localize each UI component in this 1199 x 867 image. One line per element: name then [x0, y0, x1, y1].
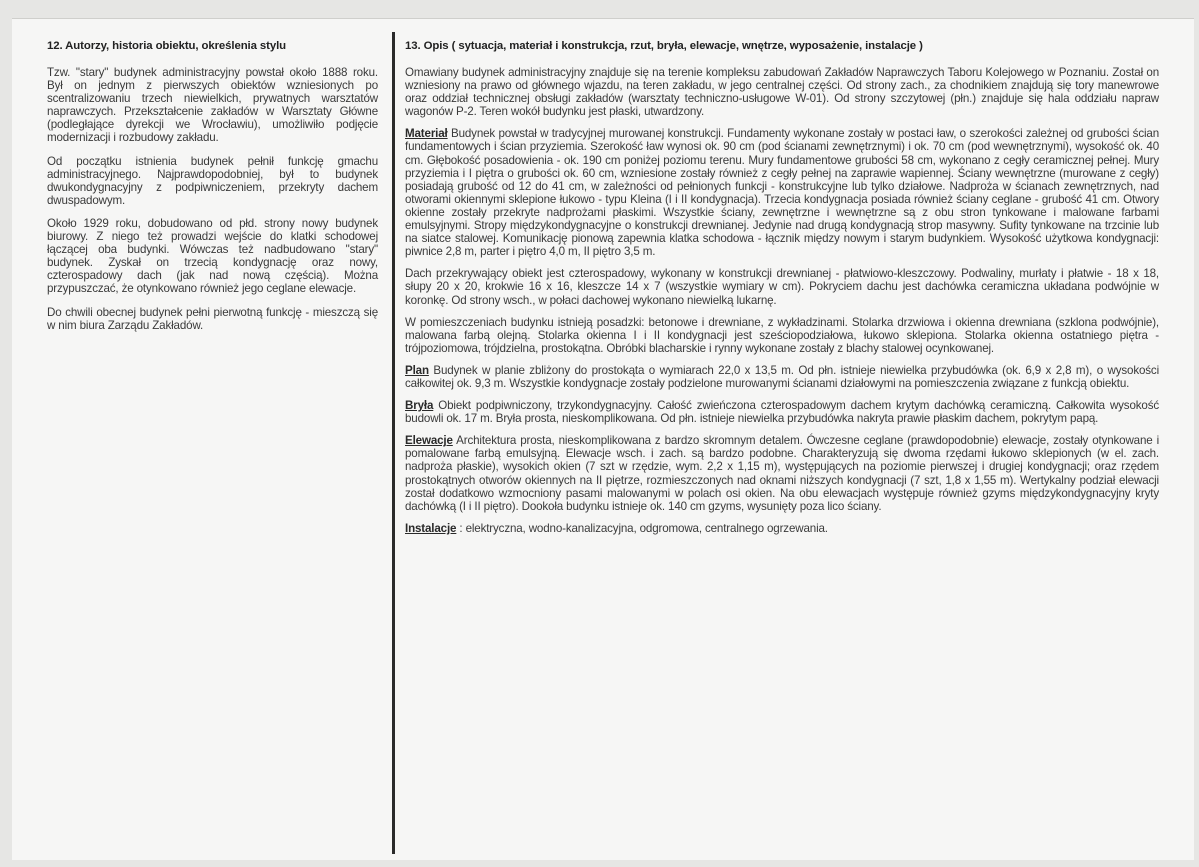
left-column [47, 40, 378, 342]
column-divider [392, 32, 395, 854]
bryla-paragraph [405, 399, 1159, 425]
elewacje-label: Elewacje [405, 434, 453, 448]
instalacje-paragraph [405, 522, 1159, 535]
material-paragraph [405, 127, 1159, 258]
section-13-heading: 13. Opis ( sytuacja, materiał i konstrukcja, rzut, bryła, elewacje, wnętrze, wyposażenie, instalacje ) [405, 40, 923, 52]
right-column [405, 40, 1159, 544]
description-intro: Omawiany budynek administracyjny znajduje się na terenie kompleksu zabudowań Zakładów Naprawczych Taboru Kolejowego w Poznaniu. Został on wzniesiony na prawo od głównego wjazdu, na teren zakładu, w jego centralnej części. Od strony zach., za chodnikiem znajdują się tory manewrowe oraz oddział technicznej obsługi zakładów (warsztaty techniczno-usługowe W-01). Od strony szczytowej (płn.) znajduje się hala oddziału napraw wagonów P-2. Teren wokół budynku jest płaski, utwardzony. [405, 66, 1159, 119]
history-paragraph-2: Od początku istnienia budynek pełnił funkcję gmachu administracyjnego. Najprawdopodobniej, był to budynek dwukondygnacyjny z podpiwniczeniem, przekryty dachem dwuspadowym. [47, 154, 378, 207]
plan-text: Budynek w planie zbliżony do prostokąta o wymiarach 22,0 x 13,5 m. Od płn. istnieje niewielka przybudówka (ok. 6,9 x 2,8 m), o wysokości całkowitej ok. 9,3 m. Wszystkie kondygnacje zostały podzielone murowanymi ścianami działowymi na pomieszczenia związane z funkcją obiektu. [405, 363, 1159, 390]
history-paragraph-1: Tzw. "stary" budynek administracyjny powstał około 1888 roku. Był on jednym z pierwszych obiektów wzniesionych po scentralizowaniu trzech niewielkich, prywatnych warsztatów naprawczych. Przekształcenie zakładów w Warsztaty Główne (podległające dyrekcji we Wrocławiu), umożliwiło podjęcie modernizacji i rozbudowy zakładu. [47, 66, 378, 145]
instalacje-label: Instalacje [405, 521, 457, 535]
plan-paragraph [405, 364, 1159, 390]
interior-paragraph: W pomieszczeniach budynku istnieją posadzki: betonowe i drewniane, z wykładzinami. Stolarka drzwiowa i okienna drewniana (szklona podwójnie), malowana farbą olejną. Stolarka okienna I i II kondygnacji jest sześciopodziałowa, łukowo sklepiona. Stolarka okienna ostatniego piętra - trójpoziomowa, trójdzielna, prostokątna. Obróbki blacharskie i rynny wykonane zostały z blachy stalowej ocynkowanej. [405, 315, 1159, 355]
material-label: Materiał [405, 127, 448, 141]
elewacje-text: Architektura prosta, nieskomplikowana z bardzo skromnym detalem. Ówczesne ceglane (prawdopodobnie) elewacje, zostały otynkowane i pomalowane farbą emulsyjną. Elewacje wsch. i zach. są bardzo podobne. Charakteryzują się dwoma rzędami łukowo sklepionych (w el. zach. nadproża płaskie), wysokich okien (7 szt w rzędzie, wym. 2,2 x 1,15 m), występujących na poziomie pierwszej i drugiej kondygnacji; oraz rzędem prostokątnych otworów okiennych na II piętrze, rozmieszczonych nad oknami niższych kondygnacji (7 szt, 1,8 x 1,55 m). Wertykalny podział elewacji został dodatkowo wzmocniony pasami malowanymi w polach osi okien. Na obu elewacjach występuje również gzyms międzykondygnacyjny kryty dachówką (I i II piętro). Dookoła budynku istnieje ok. 140 cm gzyms, wysunięty poza lico ściany. [405, 434, 1159, 513]
elewacje-paragraph [405, 434, 1159, 513]
bryla-label: Bryła [405, 399, 434, 413]
history-paragraph-4: Do chwili obecnej budynek pełni pierwotną funkcję - mieszczą się w nim biura Zarządu Zakładów. [47, 305, 378, 332]
history-paragraph-3: Około 1929 roku, dobudowano od płd. strony nowy budynek biurowy. Z niego też prowadzi wejście do klatki schodowej łączącej oba budynki. Wówczas też nadbudowano "stary" budynek. Zyskał on trzecią kondygnację oraz nowy, czterospadowy dach (jak nad nową częścią). Można przypuszczać, że otynkowano również jego ceglane elewacje. [47, 216, 378, 296]
material-text: Budynek powstał w tradycyjnej murowanej konstrukcji. Fundamenty wykonane zostały w postaci ław, o szerokości zależnej od grubości ścian fundamentowych i ścian przyziemia. Szerokość ław wynosi ok. 90 cm (pod ścianami zewnętrznymi) i ok. 70 cm (pod wewnętrznymi), wysokość ok. 40 cm. Głębokość posadowienia - ok. 190 cm poniżej poziomu terenu. Mury fundamentowe grubości 58 cm, wykonano z cegły ceramicznej pełnej. Mury przyziemia i I piętra o grubości ok. 60 cm, wzniesione zostały również z cegły pełnej na zaprawie wapiennej. Ściany wewnętrzne (murowane z cegły) posiadają grubość od 12 do 41 cm, w zależności od pełnionych funkcji - konstrukcyjne lub tylko działowe. Nadproża w ścianach zewnętrznych, nad otworami okiennymi sklepione łukowo - typu Kleina (I i II kondygnacja). Trzecia kondygnacja posiada również ściany ceglane - grubość 41 cm. Otwory okienne zostały przekryte nadprożami płaskimi. Wszystkie ściany, zewnętrzne i wewnętrzne są z obu stron tynkowane i malowane farbami emulsyjnymi. Stropy międzykondygnacyjne o konstrukcji drewnianej. Jedynie nad drugą kondygnacją strop masywny. Sufity tynkowane na trzcinie lub na siatce stalowej. Komunikację pionową zapewnia klatka schodowa - łącznik między nowym i starym budynkiem. Wysokość użytkowa kondygnacji: piwnice 2,8 m, parter i piętro 4,0 m, II piętro 3,5 m. [405, 127, 1159, 259]
roof-paragraph: Dach przekrywający obiekt jest czterospadowy, wykonany w konstrukcji drewnianej - płatwiowo-kleszczowy. Podwaliny, murłaty i płatwie - 18 x 18, słupy 20 x 20, krokwie 16 x 16, kleszcze 14 x 7 (wszystkie wymiary w cm). Pokryciem dachu jest dachówka ceramiczna układana podwójnie w koronkę. Od strony wsch., w połaci dachowej wykonano niewielką lukarnę. [405, 267, 1159, 307]
plan-label: Plan [405, 363, 429, 377]
section-12-heading: 12. Autorzy, historia obiektu, określenia stylu [47, 40, 286, 52]
instalacje-text: : elektryczna, wodno-kanalizacyjna, odgromowa, centralnego ogrzewania. [456, 521, 828, 535]
bryla-text: Obiekt podpiwniczony, trzykondygnacyjny. Całość zwieńczona czterospadowym dachem krytym dachówką ceramiczną. Całkowita wysokość budowli ok. 17 m. Bryła prosta, nieskomplikowana. Od płn. istnieje niewielka przybudówka nakryta prawie płaskim dachem, pokrytym papą. [405, 399, 1159, 426]
